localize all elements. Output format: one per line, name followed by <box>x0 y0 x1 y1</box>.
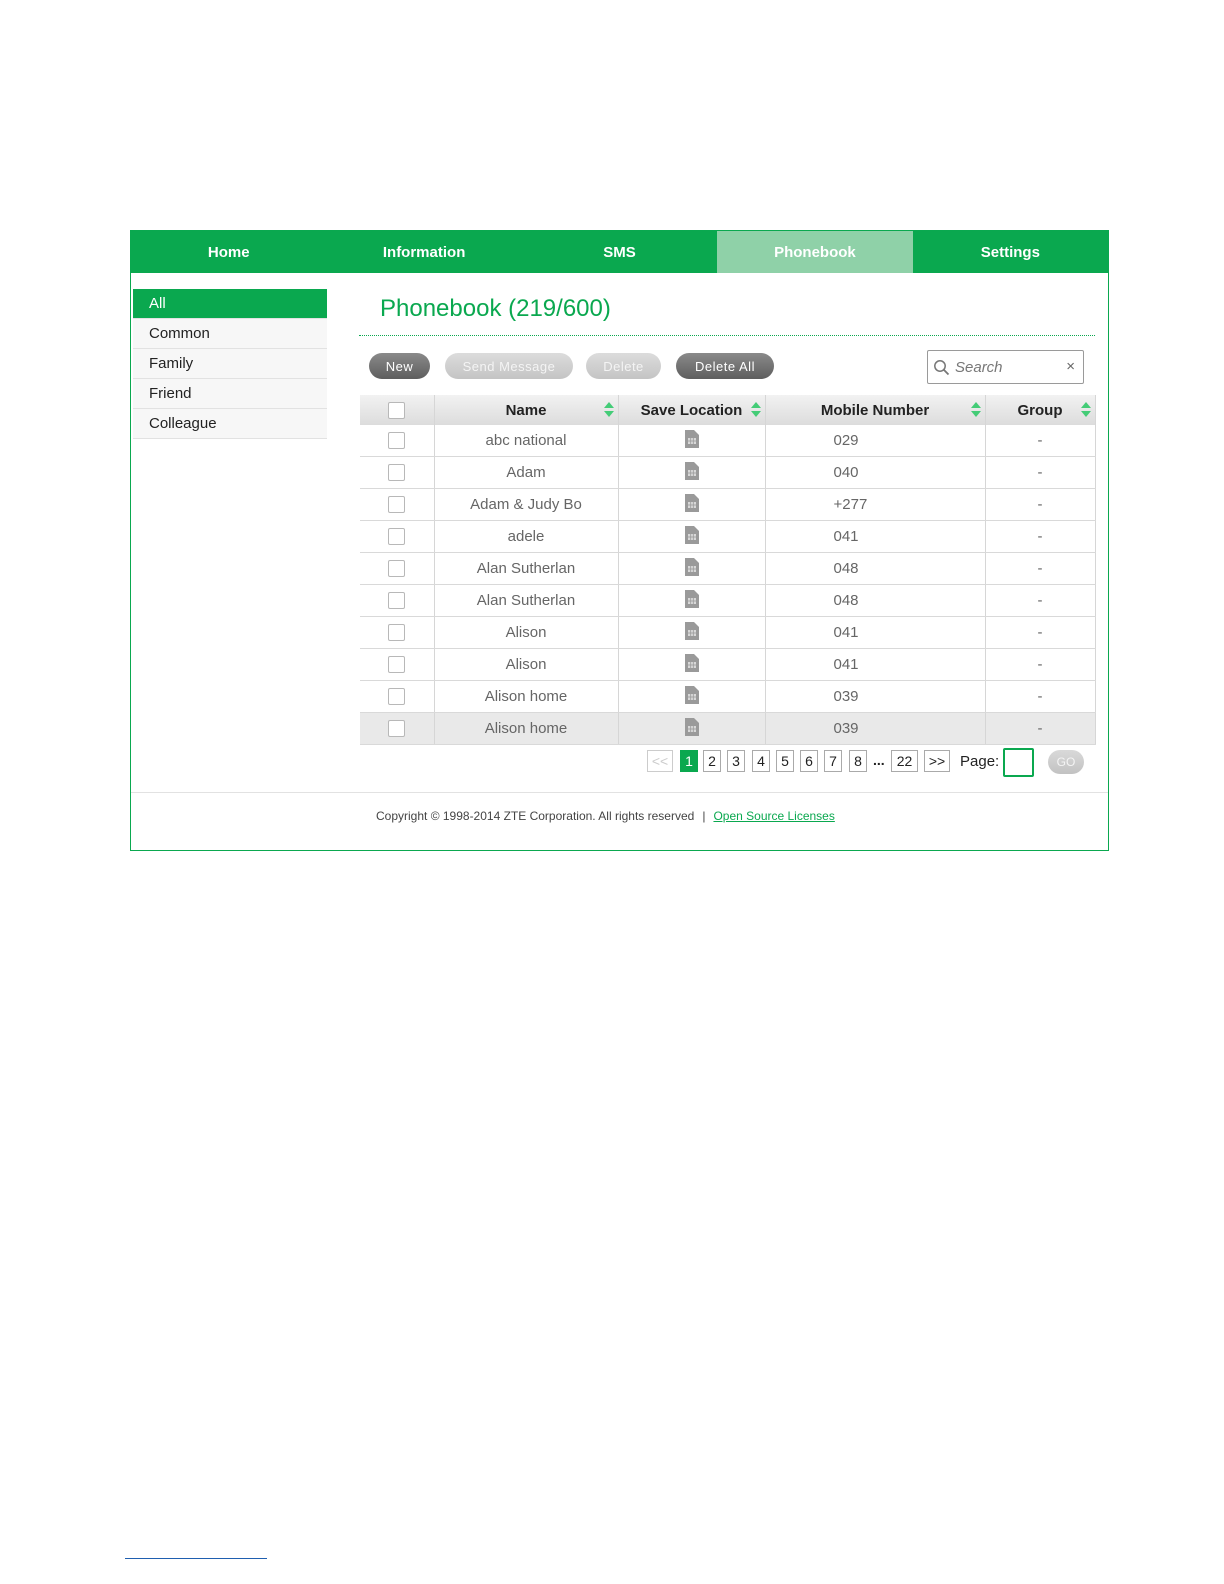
sort-icon[interactable] <box>971 402 981 418</box>
table-row[interactable] <box>360 457 1095 489</box>
row-checkbox[interactable] <box>388 592 405 609</box>
search-input[interactable] <box>955 357 1055 377</box>
contact-name: Alan Sutherlan <box>434 585 618 617</box>
contact-group: - <box>985 681 1095 713</box>
row-checkbox[interactable] <box>388 432 405 449</box>
pagination-page-6[interactable]: 6 <box>800 750 818 772</box>
save-location-cell <box>618 617 765 649</box>
sim-card-icon <box>685 430 699 452</box>
mobile-number: 029 <box>765 425 985 457</box>
contact-group: - <box>985 425 1095 457</box>
row-select-cell <box>360 425 434 457</box>
column-header-name[interactable] <box>434 395 618 425</box>
row-checkbox[interactable] <box>388 656 405 673</box>
row-select-cell <box>360 553 434 585</box>
contact-name: abc national <box>434 425 618 457</box>
table-row[interactable] <box>360 521 1095 553</box>
sidebar-item-common[interactable]: Common <box>133 319 327 349</box>
row-select-cell <box>360 649 434 681</box>
mobile-number: 041 <box>765 649 985 681</box>
save-location-cell <box>618 713 765 745</box>
pagination-ellipsis: ... <box>873 752 885 768</box>
contact-name: Adam <box>434 457 618 489</box>
top-nav <box>131 231 1108 273</box>
go-button[interactable]: GO <box>1048 750 1084 774</box>
tab-home[interactable]: Home <box>207 243 250 261</box>
pagination-next[interactable]: >> <box>924 750 950 772</box>
contact-group: - <box>985 457 1095 489</box>
row-select-cell <box>360 617 434 649</box>
delete-all-button[interactable]: Delete All <box>676 353 774 379</box>
tab-information[interactable]: Information <box>382 243 466 261</box>
mobile-number: 041 <box>765 521 985 553</box>
column-header-mobile-number[interactable] <box>765 395 985 425</box>
contact-group: - <box>985 489 1095 521</box>
new-button[interactable]: New <box>369 353 430 379</box>
sim-card-icon <box>685 526 699 548</box>
tab-settings[interactable]: Settings <box>980 243 1040 261</box>
group-sidebar <box>133 289 327 439</box>
save-location-cell <box>618 681 765 713</box>
sim-card-icon <box>685 622 699 644</box>
app-frame <box>130 230 1109 851</box>
sim-card-icon <box>685 494 699 516</box>
pagination-page-7[interactable]: 7 <box>824 750 842 772</box>
contact-name: Alison home <box>434 681 618 713</box>
save-location-cell <box>618 649 765 681</box>
table-row[interactable] <box>360 649 1095 681</box>
footer-divider <box>131 792 1108 793</box>
row-select-cell <box>360 681 434 713</box>
column-header-save-location[interactable] <box>618 395 765 425</box>
pagination-prev[interactable]: << <box>647 750 673 772</box>
send-message-button[interactable]: Send Message <box>445 353 573 379</box>
contact-name: Alison <box>434 649 618 681</box>
column-header-group[interactable] <box>985 395 1095 425</box>
pagination-page-3[interactable]: 3 <box>727 750 745 772</box>
contact-name: Alison home <box>434 713 618 745</box>
pagination-page-last[interactable]: 22 <box>891 750 918 772</box>
mobile-number: 041 <box>765 617 985 649</box>
table-row[interactable] <box>360 681 1095 713</box>
pagination-page-5[interactable]: 5 <box>776 750 794 772</box>
search-icon <box>933 359 950 376</box>
tab-sms[interactable]: SMS <box>603 243 636 261</box>
mobile-number: +277 <box>765 489 985 521</box>
table-row[interactable] <box>360 553 1095 585</box>
row-select-cell <box>360 585 434 617</box>
row-checkbox[interactable] <box>388 560 405 577</box>
contact-group: - <box>985 585 1095 617</box>
table-row[interactable] <box>360 425 1095 457</box>
mobile-number-header-label: Mobile Number <box>820 401 930 419</box>
page-title: Phonebook (219/600) <box>380 295 611 322</box>
search-box <box>927 350 1084 384</box>
contact-name: Alison <box>434 617 618 649</box>
select-all-checkbox[interactable] <box>388 402 405 419</box>
sim-card-icon <box>685 686 699 708</box>
page-jump-input[interactable] <box>1003 748 1034 777</box>
pagination-page-8[interactable]: 8 <box>849 750 867 772</box>
contact-name: Adam & Judy Bo <box>434 489 618 521</box>
table-row[interactable] <box>360 489 1095 521</box>
clear-icon[interactable]: × <box>1066 358 1075 375</box>
save-location-cell <box>618 585 765 617</box>
save-location-cell <box>618 553 765 585</box>
row-select-cell <box>360 489 434 521</box>
contact-group: - <box>985 521 1095 553</box>
row-checkbox[interactable] <box>388 624 405 641</box>
row-select-cell <box>360 521 434 553</box>
pagination-page-1[interactable]: 1 <box>680 750 698 772</box>
page-jump-label: Page: <box>960 753 1000 770</box>
sim-card-icon <box>685 654 699 676</box>
table-header-row <box>360 395 1095 425</box>
sort-icon[interactable] <box>751 402 761 418</box>
contacts-table <box>360 395 1095 745</box>
table-row[interactable] <box>360 617 1095 649</box>
row-checkbox[interactable] <box>388 528 405 545</box>
save-location-header-label: Save Location <box>640 401 743 419</box>
sidebar-item-family[interactable]: Family <box>133 349 327 379</box>
open-source-licenses-link[interactable]: Open Source Licenses <box>713 809 835 823</box>
row-checkbox[interactable] <box>388 496 405 513</box>
sidebar-item-all[interactable]: All <box>133 289 327 319</box>
row-checkbox[interactable] <box>388 464 405 481</box>
sim-card-icon <box>685 590 699 612</box>
table-row[interactable] <box>360 713 1095 745</box>
tab-phonebook[interactable]: Phonebook <box>717 231 912 273</box>
mobile-number: 040 <box>765 457 985 489</box>
sim-card-icon <box>685 462 699 484</box>
copyright-text: Copyright © 1998-2014 ZTE Corporation. All rights reserved <box>376 809 695 823</box>
row-select-cell <box>360 713 434 745</box>
row-select-cell <box>360 457 434 489</box>
save-location-cell <box>618 489 765 521</box>
sort-icon[interactable] <box>1081 402 1091 418</box>
mobile-number: 048 <box>765 553 985 585</box>
sidebar-item-colleague[interactable]: Colleague <box>133 409 327 439</box>
contact-group: - <box>985 617 1095 649</box>
save-location-cell <box>618 425 765 457</box>
mobile-number: 048 <box>765 585 985 617</box>
row-checkbox[interactable] <box>388 720 405 737</box>
sim-card-icon <box>685 558 699 580</box>
name-header-label: Name <box>505 401 547 419</box>
save-location-cell <box>618 521 765 553</box>
title-divider <box>359 335 1095 336</box>
footnote-divider <box>125 1558 267 1559</box>
table-row[interactable] <box>360 585 1095 617</box>
contact-group: - <box>985 649 1095 681</box>
contact-group: - <box>985 553 1095 585</box>
mobile-number: 039 <box>765 681 985 713</box>
sort-icon[interactable] <box>604 402 614 418</box>
group-header-label: Group <box>1017 401 1063 419</box>
footer <box>376 809 835 823</box>
pagination-page-2[interactable]: 2 <box>703 750 721 772</box>
contact-group: - <box>985 713 1095 745</box>
mobile-number: 039 <box>765 713 985 745</box>
row-checkbox[interactable] <box>388 688 405 705</box>
footer-separator: | <box>702 809 706 823</box>
contact-name: adele <box>434 521 618 553</box>
sim-card-icon <box>685 718 699 740</box>
save-location-cell <box>618 457 765 489</box>
select-all-cell <box>360 395 434 425</box>
contact-name: Alan Sutherlan <box>434 553 618 585</box>
delete-button[interactable]: Delete <box>586 353 661 379</box>
sidebar-item-friend[interactable]: Friend <box>133 379 327 409</box>
pagination-page-4[interactable]: 4 <box>752 750 770 772</box>
